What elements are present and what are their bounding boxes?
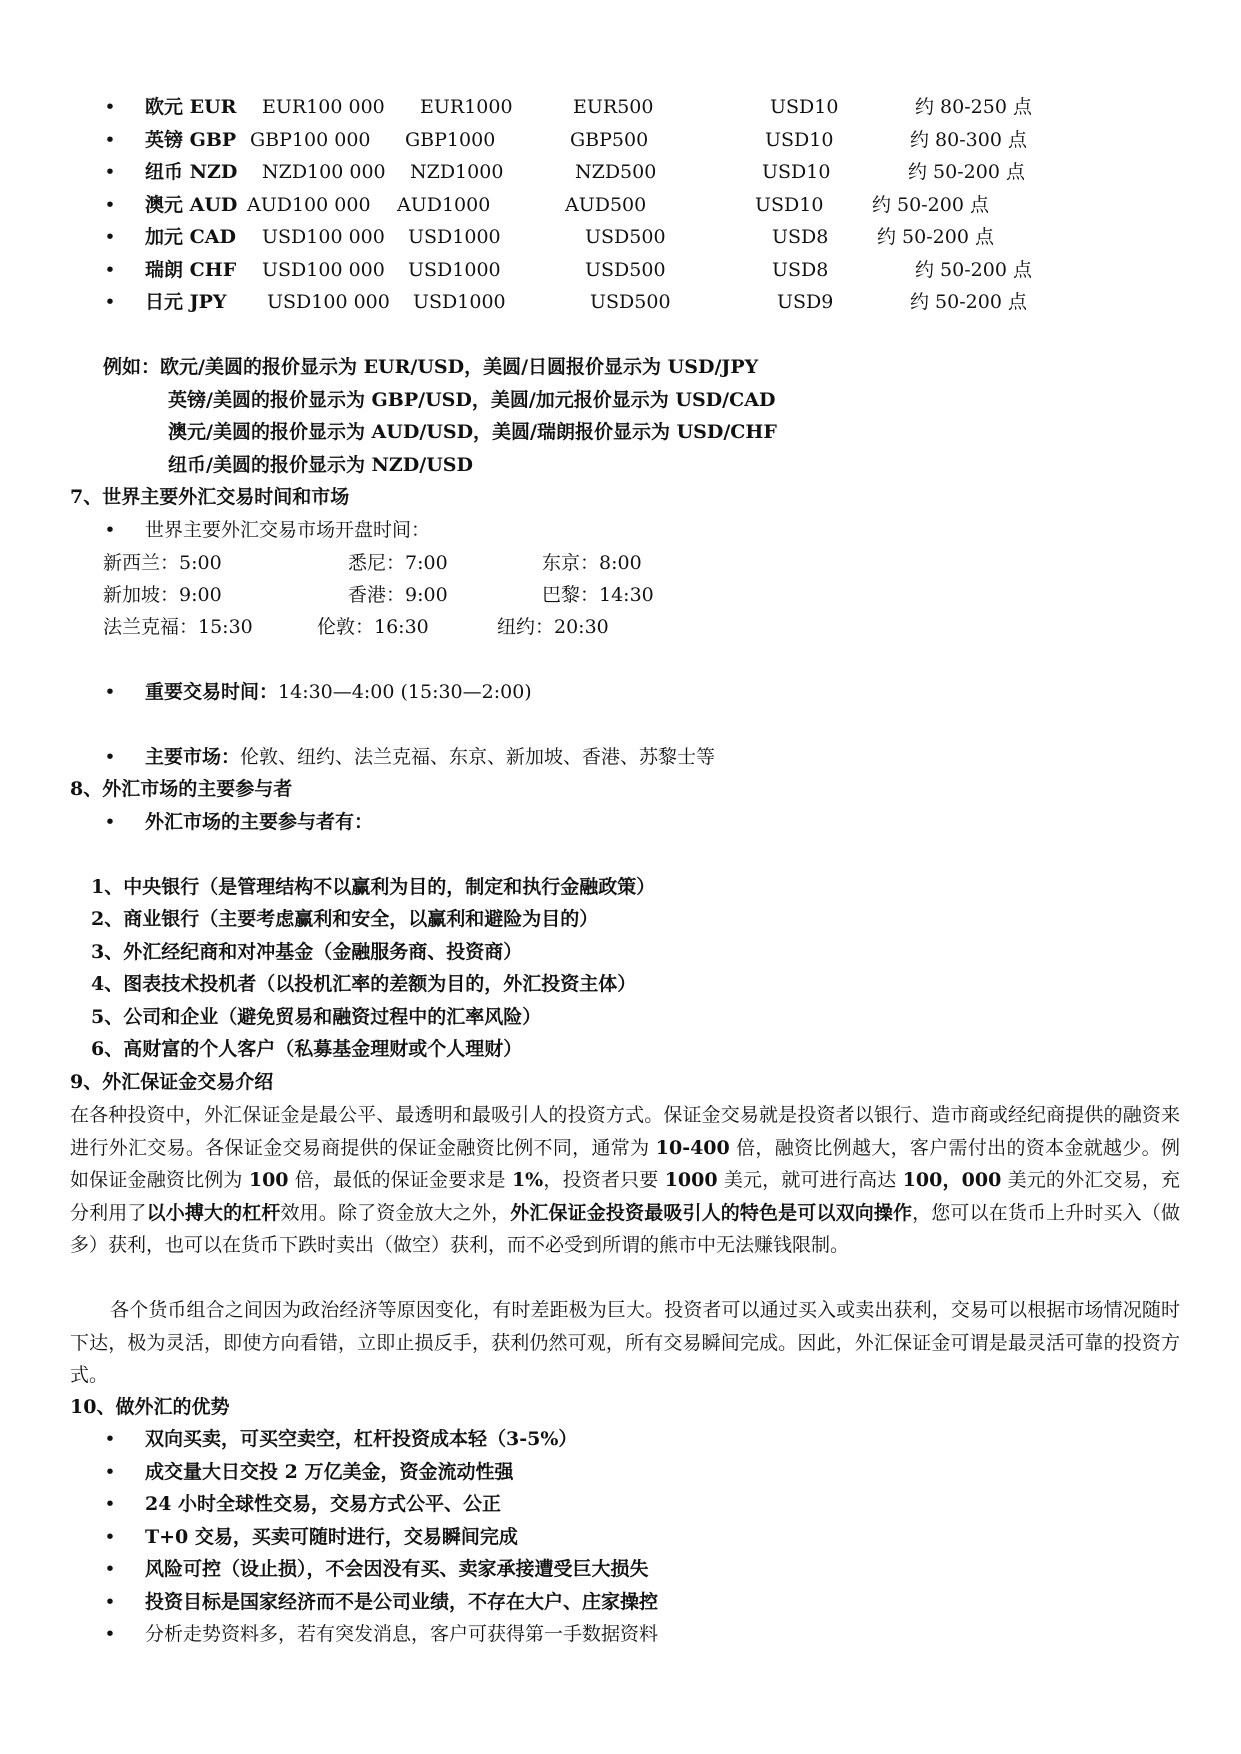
standard-lot: EUR100 000 (262, 96, 385, 118)
bold-run: 100 (248, 1169, 289, 1191)
daily-range: 约 50-200 点 (915, 259, 1032, 281)
currency-name: 欧元 EUR (145, 96, 237, 118)
section-heading: 8、外汇市场的主要参与者 (70, 778, 293, 800)
paragraph (70, 1294, 1180, 1392)
list-item: 5、公司和企业（避免贸易和融资过程中的汇率风险） (91, 1006, 542, 1028)
margin: GBP500 (570, 129, 649, 151)
market-time: 巴黎：14:30 (542, 584, 654, 606)
mini-lot: AUD1000 (397, 194, 491, 216)
pip-value: USD10 (770, 96, 839, 118)
currency-name: 纽币 NZD (145, 161, 238, 183)
section-heading: 10、做外汇的优势 (70, 1396, 230, 1418)
bullet-text: 24 小时全球性交易，交易方式公平、公正 (145, 1493, 502, 1515)
example-text: 欧元/美圆的报价显示为 EUR/USD，美圆/日圆报价显示为 USD/JPY (160, 356, 759, 378)
markets-label: 主要市场： (145, 746, 241, 768)
example-line: 澳元/美圆的报价显示为 AUD/USD，美圆/瑞朗报价显示为 USD/CHF (168, 421, 777, 443)
bullet: • (104, 1461, 116, 1483)
margin: EUR500 (573, 96, 654, 118)
daily-range: 约 50-200 点 (877, 226, 994, 248)
bullet-item (0, 1457, 1241, 1487)
margin: USD500 (585, 259, 666, 281)
bullet: • (104, 226, 116, 248)
bullet: • (104, 519, 116, 541)
bullet: • (104, 259, 116, 281)
bullet: • (104, 1526, 116, 1548)
bullet-text: 成交量大日交投 2 万亿美金，资金流动性强 (145, 1461, 514, 1483)
mini-lot: NZD1000 (410, 161, 504, 183)
bullet: • (104, 811, 116, 833)
list-item: 6、高财富的个人客户（私募基金理财或个人理财） (91, 1038, 523, 1060)
daily-range: 约 50-200 点 (908, 161, 1025, 183)
text-run: 各个货币组合之间因为政治经济等原因变化，有时差距极为巨大。投资者可以通过买入或卖出获利，交易可以根据市场情况随时下达，极为灵活，即使方向看错，立即止损反手，获利仍然可观，所有交易瞬间完成。因此，外汇保证金可谓是最灵活可靠的投资方式。 (70, 1299, 1180, 1386)
paragraph (70, 1099, 1180, 1262)
mini-lot: GBP1000 (405, 129, 496, 151)
bullet: • (104, 194, 116, 216)
bullet: • (104, 1623, 116, 1645)
bullet: • (104, 746, 116, 768)
market-time: 法兰克福：15:30 (103, 616, 253, 638)
currency-name: 日元 JPY (145, 291, 227, 313)
list-item: 1、中央银行（是管理结构不以赢利为目的，制定和执行金融政策） (91, 876, 656, 898)
important-time-value: 14:30—4:00 (15:30—2:00) (278, 681, 532, 703)
text-run: ，投资者只要 (543, 1169, 665, 1191)
bullet-text: 风险可控（设止损），不会因没有买、卖家承接遭受巨大损失 (145, 1558, 649, 1580)
standard-lot: USD100 000 (262, 226, 385, 248)
section-heading: 7、世界主要外汇交易时间和市场 (70, 486, 350, 508)
daily-range: 约 80-300 点 (910, 129, 1027, 151)
market-time: 新西兰：5:00 (103, 552, 222, 574)
bullet-text: T+0 交易，买卖可随时进行，交易瞬间完成 (145, 1526, 518, 1548)
currency-row (0, 222, 1241, 252)
important-time-label: 重要交易时间： (145, 681, 279, 703)
bullet: • (104, 681, 116, 703)
pip-value: USD8 (772, 226, 829, 248)
text-run: 美元，就可进行高达 (717, 1169, 903, 1191)
bold-run: 以小搏大的杠杆 (146, 1201, 281, 1224)
margin: AUD500 (565, 194, 647, 216)
bold-run: 外汇保证金投资最吸引人的特色是可以双向操作 (510, 1201, 913, 1224)
bullet: • (104, 1493, 116, 1515)
standard-lot: GBP100 000 (250, 129, 371, 151)
standard-lot: AUD100 000 (247, 194, 371, 216)
bullet-item (0, 1489, 1241, 1519)
margin: USD500 (585, 226, 666, 248)
bullet-item (0, 742, 1241, 772)
bullet: • (104, 161, 116, 183)
text-run: ，您可以在货币上升时买入（做多）获利，也可以在货币下跌时卖出（做空）获利，而不必受到所谓的熊市中无法赚钱限制。 (70, 1201, 1180, 1256)
pip-value: USD10 (755, 194, 824, 216)
mini-lot: USD1000 (408, 226, 501, 248)
example-line: 英镑/美圆的报价显示为 GBP/USD，美圆/加元报价显示为 USD/CAD (168, 389, 776, 411)
pip-value: USD8 (772, 259, 829, 281)
list-item: 4、图表技术投机者（以投机汇率的差额为目的，外汇投资主体） (91, 973, 637, 995)
margin: USD500 (590, 291, 671, 313)
bullet-item (0, 1619, 1241, 1649)
bullet: • (104, 129, 116, 151)
market-time: 纽约：20:30 (497, 616, 609, 638)
times-row (0, 612, 1241, 642)
currency-row (0, 190, 1241, 220)
example-line: 纽币/美圆的报价显示为 NZD/USD (168, 454, 473, 476)
market-time: 伦敦：16:30 (317, 616, 429, 638)
bullet: • (104, 1428, 116, 1450)
mini-lot: USD1000 (408, 259, 501, 281)
bullet: • (104, 291, 116, 313)
currency-row (0, 287, 1241, 317)
bold-run: 1% (511, 1169, 544, 1191)
daily-range: 约 50-200 点 (910, 291, 1027, 313)
text-run: 美元的外汇交易，充分利用了 (70, 1169, 1180, 1224)
markets-value: 伦敦、纽约、法兰克福、东京、新加坡、香港、苏黎士等 (240, 746, 716, 768)
section-heading: 9、外汇保证金交易介绍 (70, 1071, 274, 1093)
bullet-item (0, 1587, 1241, 1617)
currency-row (0, 255, 1241, 285)
text-run: 效用。除了资金放大之外， (280, 1201, 511, 1224)
bullet-text: 投资目标是国家经济而不是公司业绩，不存在大户、庄家操控 (145, 1591, 659, 1613)
text-run: 倍，融资比例越大，客户需付出的资本金就越少。例如保证金融资比例为 (70, 1136, 1180, 1191)
bullet-item (0, 807, 1241, 837)
currency-name: 英镑 GBP (145, 129, 237, 151)
bullet-text: 世界主要外汇交易市场开盘时间： (145, 519, 431, 541)
daily-range: 约 50-200 点 (872, 194, 989, 216)
bullet-item (0, 1554, 1241, 1584)
currency-row (0, 92, 1241, 122)
bullet: • (104, 96, 116, 118)
bullet-text: 双向买卖，可买空卖空，杠杆投资成本轻（3-5%） (145, 1428, 578, 1450)
bold-run: 100，000 (902, 1169, 1002, 1191)
text-run: 在各种投资中，外汇保证金是最公平、最透明和最吸引人的投资方式。保证金交易就是投资者以银行、造市商或经纪商提供的融资来进行外汇交易。各保证金交易商提供的保证金融资比例不同，通常为 (70, 1104, 1180, 1159)
currency-row (0, 157, 1241, 187)
text-run: 倍，最低的保证金要求是 (288, 1169, 512, 1191)
currency-row (0, 125, 1241, 155)
daily-range: 约 80-250 点 (915, 96, 1032, 118)
example-line (103, 352, 758, 382)
bullet: • (104, 1558, 116, 1580)
bullet: • (104, 1591, 116, 1613)
bullet-item (0, 677, 1241, 707)
currency-name: 澳元 AUD (145, 194, 238, 216)
currency-name: 瑞朗 CHF (145, 259, 237, 281)
pip-value: USD10 (762, 161, 831, 183)
margin: NZD500 (575, 161, 657, 183)
market-time: 东京：8:00 (542, 552, 642, 574)
bullet-text: 分析走势资料多，若有突发消息，客户可获得第一手数据资料 (145, 1623, 659, 1645)
bold-run: 1000 (664, 1169, 718, 1191)
standard-lot: NZD100 000 (262, 161, 386, 183)
times-row (0, 548, 1241, 578)
pip-value: USD10 (765, 129, 834, 151)
bullet-item (0, 1424, 1241, 1454)
bullet-text: 外汇市场的主要参与者有： (145, 811, 374, 833)
market-time: 香港：9:00 (348, 584, 448, 606)
list-item: 3、外汇经纪商和对冲基金（金融服务商、投资商） (91, 941, 523, 963)
currency-name: 加元 CAD (145, 226, 236, 248)
standard-lot: USD100 000 (262, 259, 385, 281)
times-row (0, 580, 1241, 610)
standard-lot: USD100 000 (267, 291, 390, 313)
example-lead: 例如： (103, 356, 161, 378)
mini-lot: EUR1000 (420, 96, 513, 118)
list-item: 2、商业银行（主要考虑赢利和安全，以赢利和避险为目的） (91, 908, 599, 930)
market-time: 悉尼：7:00 (348, 552, 448, 574)
mini-lot: USD1000 (413, 291, 506, 313)
bullet-item (0, 1522, 1241, 1552)
bullet-item (0, 515, 1241, 545)
market-time: 新加坡：9:00 (103, 584, 222, 606)
bold-run: 10-400 (655, 1136, 730, 1159)
pip-value: USD9 (777, 291, 834, 313)
